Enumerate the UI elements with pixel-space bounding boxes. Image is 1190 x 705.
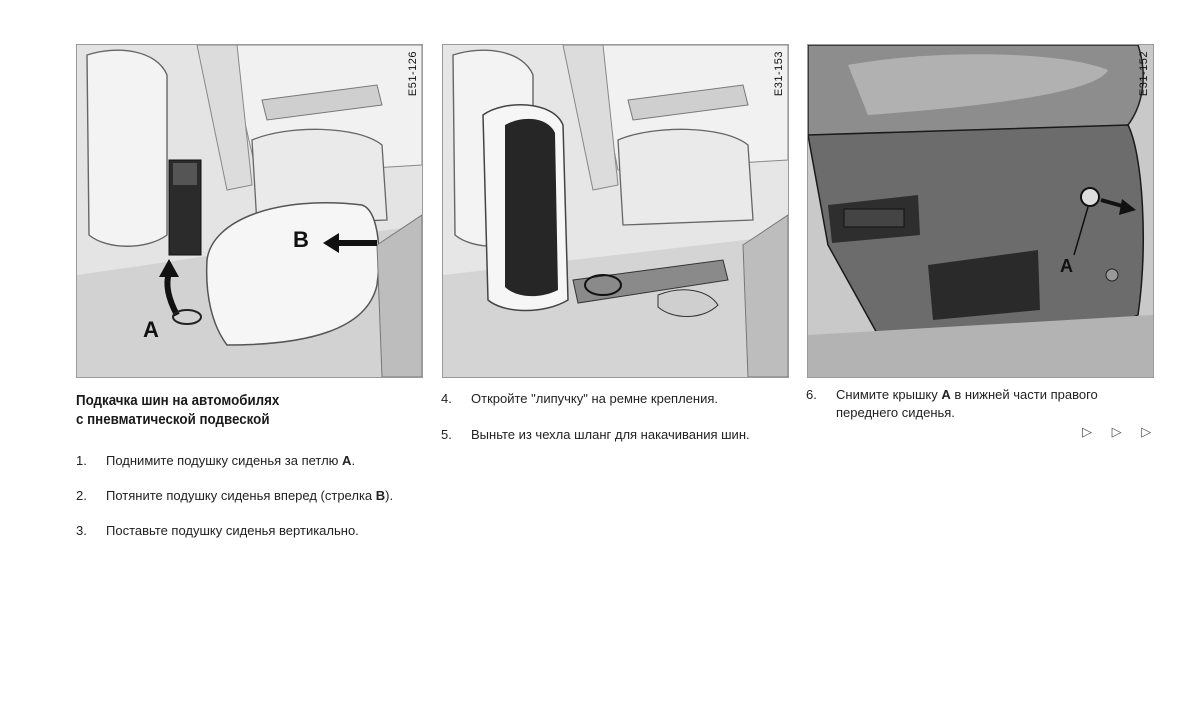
step-ref: B xyxy=(375,488,386,503)
label-a: A xyxy=(1060,256,1073,276)
step-text: Потяните подушку сиденья вперед (стрелка xyxy=(106,488,376,503)
step-text: Поднимите подушку сиденья за петлю xyxy=(106,453,343,468)
step-text: Поставьте подушку сиденья вертикально. xyxy=(106,523,359,538)
step-text-end: в нижней части правого переднего сиденья. xyxy=(836,387,1098,420)
step-number: 6. xyxy=(806,387,817,402)
step-number: 4. xyxy=(441,391,452,406)
seat-cover-illustration xyxy=(808,45,1153,377)
figure-seat-cover xyxy=(807,44,1154,378)
figure-code: E31-153 xyxy=(773,51,785,97)
step-number: 2. xyxy=(76,488,87,503)
step-5 xyxy=(441,426,786,444)
step-text-end: . xyxy=(351,453,356,468)
step-2 xyxy=(76,487,421,505)
step-6 xyxy=(806,386,1151,422)
step-ref: A xyxy=(342,453,352,468)
step-ref: A xyxy=(941,387,951,402)
heading-line-2: с пневматической подвеской xyxy=(76,412,270,428)
velcro-strap-illustration xyxy=(443,45,788,377)
step-text-end: ). xyxy=(385,488,394,503)
step-3 xyxy=(76,522,421,540)
figure-code: E31-152 xyxy=(1138,51,1150,97)
section-heading xyxy=(76,392,389,430)
step-number: 3. xyxy=(76,523,87,538)
seat-lift-illustration xyxy=(77,45,422,377)
step-text: Откройте "липучку" на ремне крепления. xyxy=(471,391,718,406)
steps-list-2 xyxy=(441,390,786,462)
step-text: Выньте из чехла шланг для накачивания шин. xyxy=(471,427,750,442)
continue-marker: ▷ ▷ ▷ xyxy=(1082,424,1160,439)
steps-list-3 xyxy=(806,386,1151,422)
label-b: B xyxy=(293,227,309,252)
steps-list-1 xyxy=(76,452,421,557)
step-4 xyxy=(441,390,786,408)
step-1 xyxy=(76,452,421,470)
step-number: 5. xyxy=(441,427,452,442)
figure-velcro-strap xyxy=(442,44,789,378)
step-number: 1. xyxy=(76,453,87,468)
figure-seat-cushion-lift xyxy=(76,44,423,378)
figure-code: E51-126 xyxy=(407,51,419,97)
label-a: A xyxy=(143,317,159,342)
step-text: Снимите крышку xyxy=(836,387,942,402)
heading-line-1: Подкачка шин на автомобилях xyxy=(76,393,280,409)
